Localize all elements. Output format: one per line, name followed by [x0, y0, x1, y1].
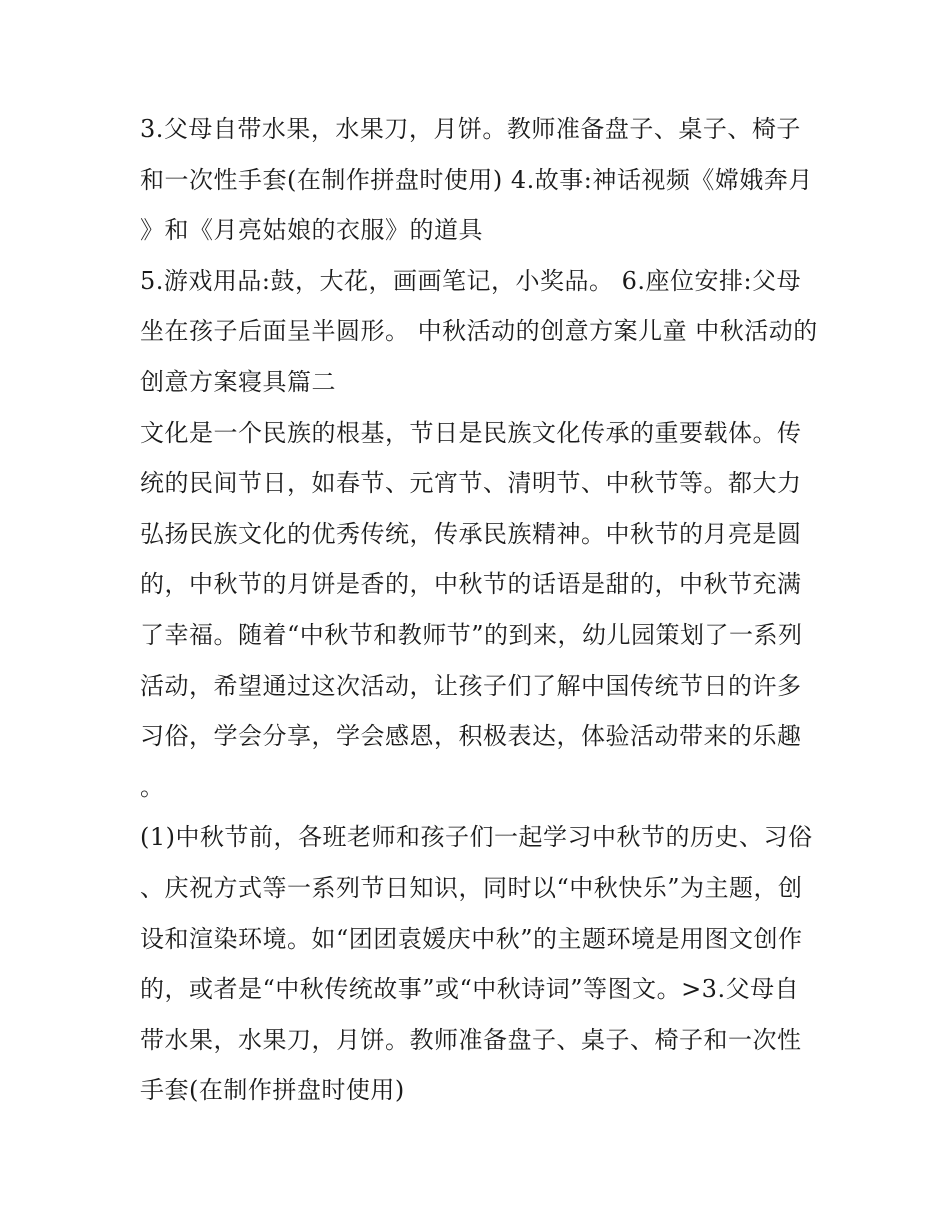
paragraph-preparation: (1)中秋节前，各班老师和孩子们一起学习中秋节的历史、习俗、庆祝方式等一系列节日知识，同时以“中秋快乐”为主题，创设和渲染环境。如“团团袁媛庆中秋”的主题环境是用图文创作的，或者是“中秋传统故事”或“中秋诗词”等图文。>3.父母自带水果，水果刀，月饼。教师准备盘子、桌子、椅子和一次性手套(在制作拼盘时使用) — [140, 823, 813, 1105]
document-body — [140, 104, 820, 1116]
paragraph-games-seating: 5.游戏用品:鼓，大花，画画笔记，小奖品。 6.座位安排:父母坐在孩子后面呈半圆形。 中秋活动的创意方案儿童 中秋活动的创意方案寝具篇二 — [140, 266, 818, 396]
paragraph-materials: 3.父母自带水果，水果刀，月饼。教师准备盘子、桌子、椅子和一次性手套(在制作拼盘时使用) 4.故事:神话视频《嫦娥奔月》和《月亮姑娘的衣服》的道具 — [140, 115, 813, 245]
paragraph-culture: 文化是一个民族的根基，节日是民族文化传承的重要载体。传统的民间节日，如春节、元宵节、清明节、中秋节等。都大力弘扬民族文化的优秀传统，传承民族精神。中秋节的月亮是圆的，中秋节的月饼是香的，中秋节的话语是甜的，中秋节充满了幸福。随着“中秋节和教师节”的到来，幼儿园策划了一系列活动，希望通过这次活动，让孩子们了解中国传统节日的许多习俗，学会分享，学会感恩，积极表达，体验活动带来的乐趣。 — [140, 418, 803, 801]
